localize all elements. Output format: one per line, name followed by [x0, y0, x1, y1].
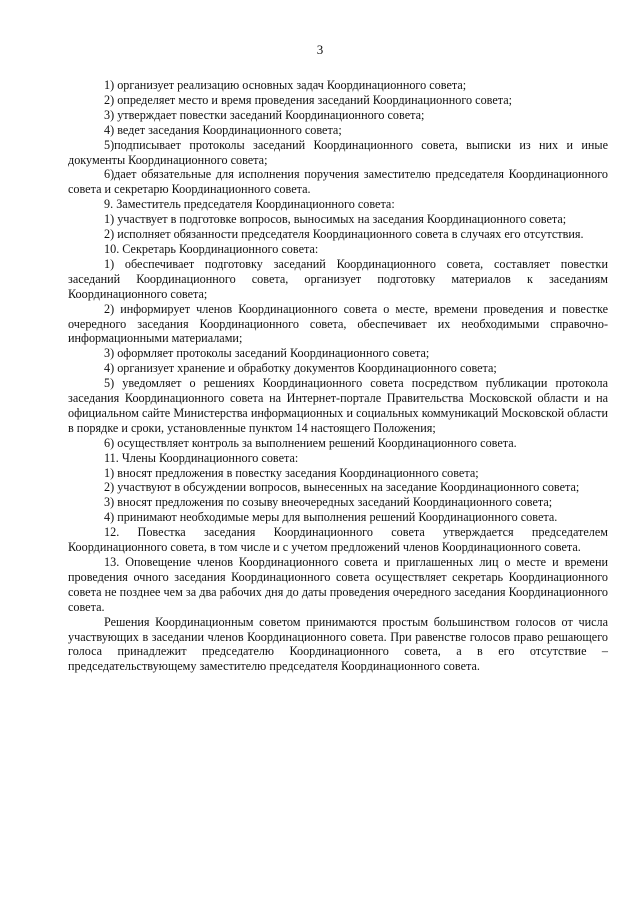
section-heading-10: 10. Секретарь Координационного совета: — [104, 241, 319, 256]
paragraph: 1) вносят предложения в повестку заседания Координационного совета; — [104, 465, 479, 480]
paragraph: 3) оформляет протоколы заседаний Координационного совета; — [104, 346, 430, 361]
paragraph: 2) определяет место и время проведения заседаний Координационного совета; — [104, 92, 513, 107]
paragraph: 2) информирует членов Координационного совета о месте, времени проведения и повестке очередного заседания Координационного совета, обеспечивает их необходимыми справочно-информационными материалами; — [68, 301, 608, 346]
paragraph: 1) организует реализацию основных задач Координационного совета; — [104, 78, 467, 92]
paragraph: 1) обеспечивает подготовку заседаний Координационного совета, составляет повестки заседаний Координационного совета, организует подготовку материалов к заседаниям Координационного совета; — [68, 256, 608, 301]
paragraph: 2) участвуют в обсуждении вопросов, вынесенных на заседание Координационного совета; — [104, 480, 580, 495]
paragraph: 5)подписывает протоколы заседаний Координационного совета, выписки из них и иные документы Координационного совета; — [68, 137, 608, 167]
paragraph: Решения Координационным советом принимаются простым большинством голосов от числа участвующих в заседании членов Координационного совета. При равенстве голосов право решающего голоса принадлежит председателю Координационного совета, а в его отсутствие – председательствующему заместителю председателя Координационного совета. — [68, 614, 608, 674]
paragraph: 6) осуществляет контроль за выполнением решений Координационного совета. — [104, 435, 517, 450]
section-heading-11: 11. Члены Координационного совета: — [104, 450, 299, 465]
paragraph: 3) вносят предложения по созыву внеочередных заседаний Координационного совета; — [104, 495, 553, 510]
section-heading-9: 9. Заместитель председателя Координационного совета: — [104, 197, 395, 212]
page-number: 3 — [316, 42, 324, 57]
paragraph: 4) ведет заседания Координационного совета; — [104, 122, 342, 137]
paragraph: 6)дает обязательные для исполнения поручения заместителю председателя Координационного совета и секретарю Координационного совета. — [68, 167, 608, 197]
paragraph: 2) исполняет обязанности председателя Координационного совета в случаях его отсутствия. — [104, 227, 584, 242]
section-13: 13. Оповещение членов Координационного совета и приглашенных лиц о месте и времени проведения очного заседания Координационного совета осуществляет секретарь Координационного совета не позднее чем за два рабочих дня до даты проведения очередного заседания Координационного совета. — [68, 555, 608, 614]
paragraph: 3) утверждает повестки заседаний Координационного совета; — [104, 107, 425, 122]
document-body — [68, 78, 608, 674]
paragraph: 5) уведомляет о решениях Координационного совета посредством публикации протокола заседания Координационного совета на Интернет-портале Правительства Московской области и на официальном сайте Министерства информационных и социальных коммуникаций Московской области в порядке и сроки, установленные пунктом 14 настоящего Положения; — [68, 376, 608, 435]
paragraph: 4) принимают необходимые меры для выполнения решений Координационного совета. — [104, 510, 558, 525]
paragraph: 4) организует хранение и обработку документов Координационного совета; — [104, 361, 497, 376]
section-12: 12. Повестка заседания Координационного совета утверждается председателем Координационного совета, в том числе и с учетом предложений членов Координационного совета. — [68, 525, 608, 555]
paragraph: 1) участвует в подготовке вопросов, выносимых на заседания Координационного совета; — [104, 212, 567, 227]
